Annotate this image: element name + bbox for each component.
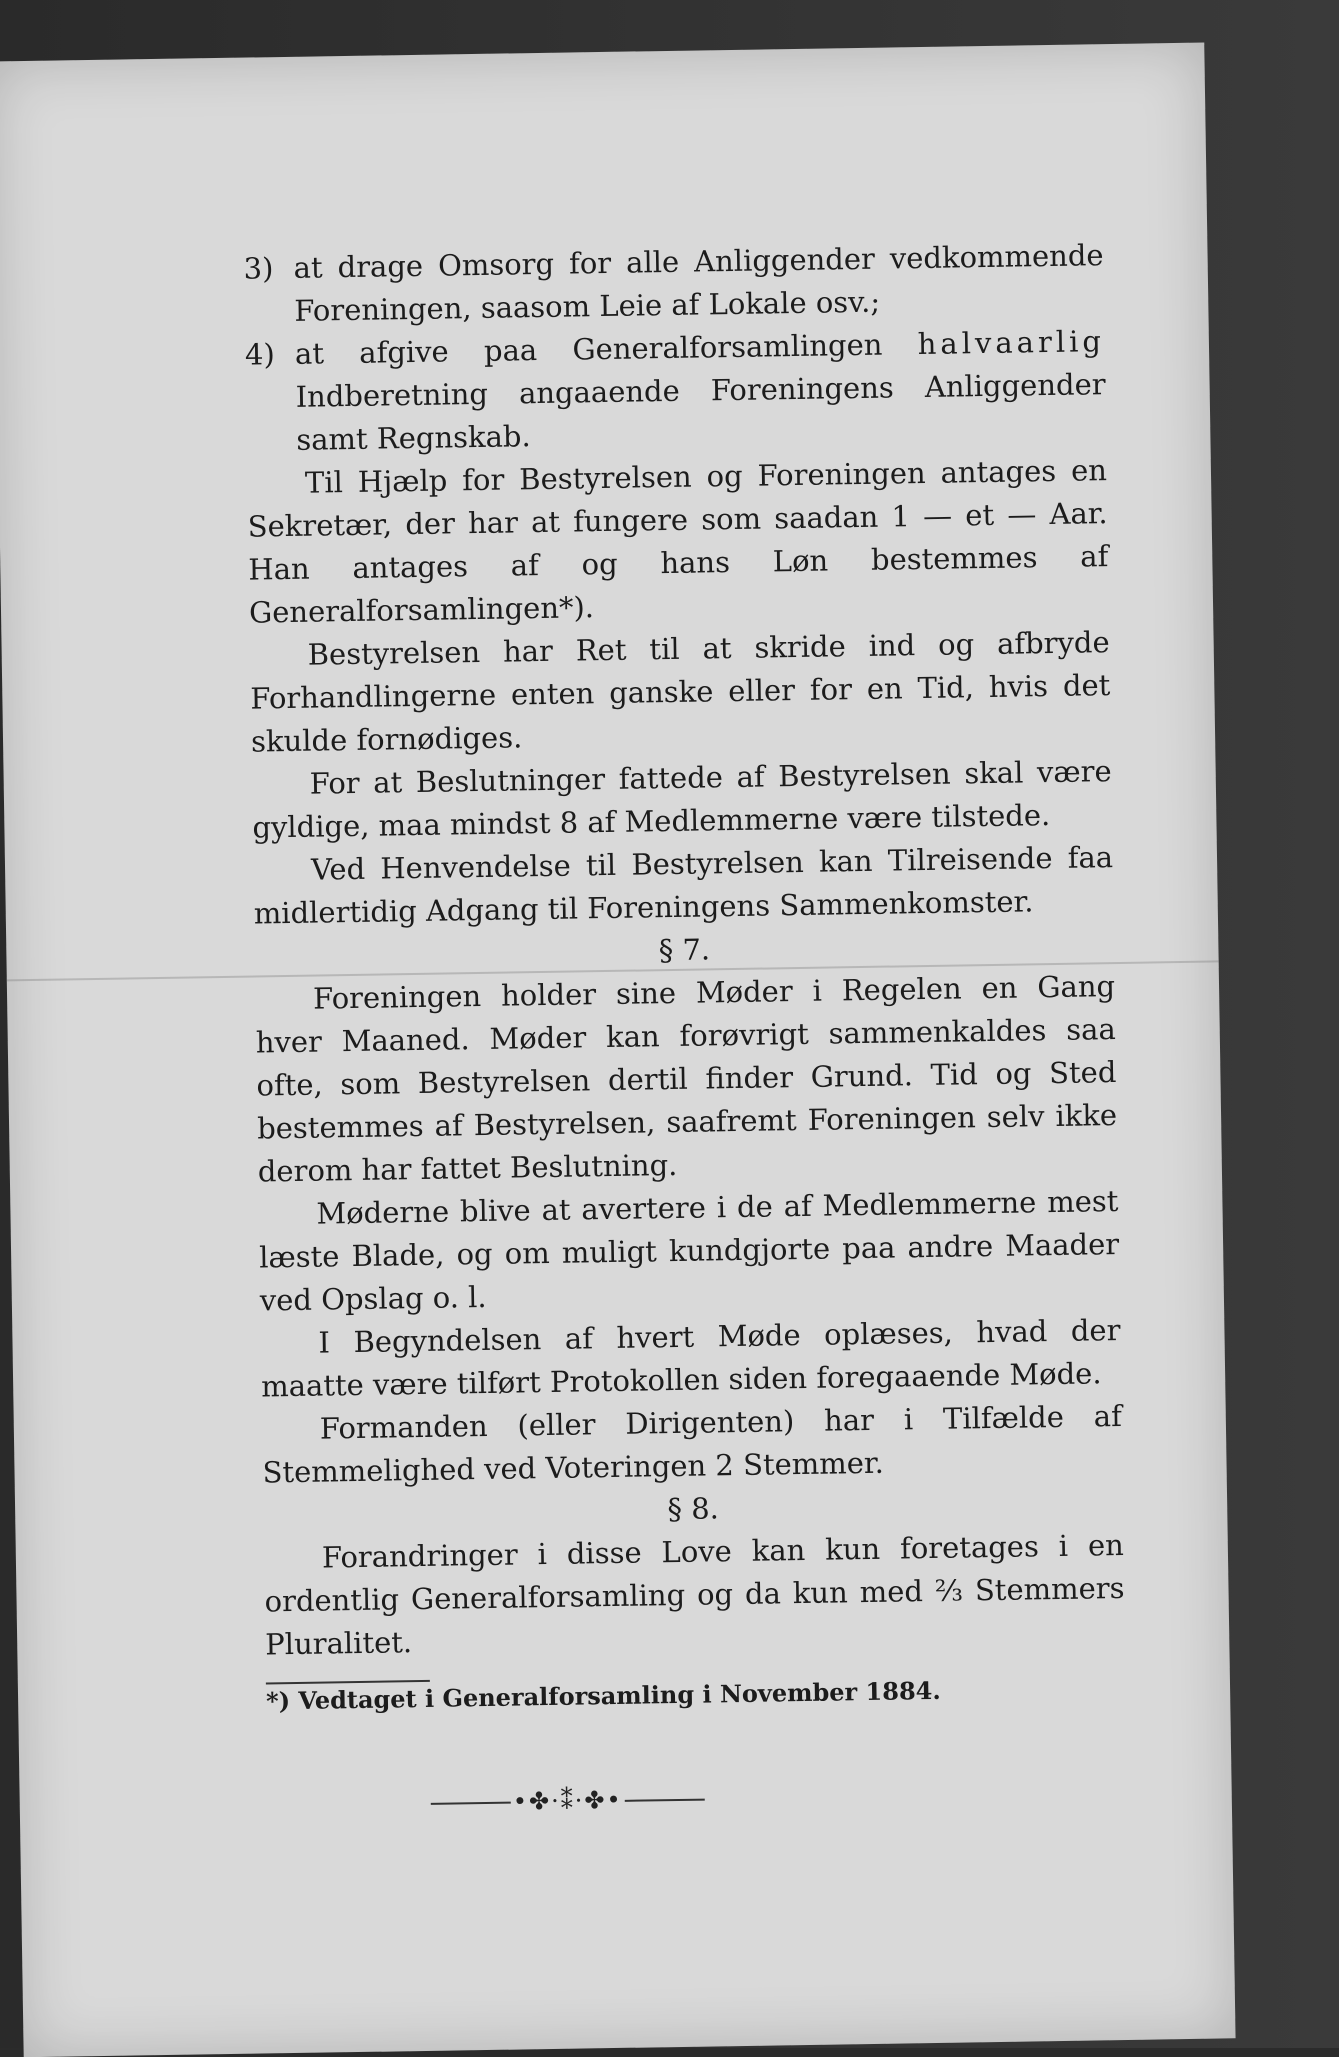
footnote: *) Vedtaget i Generalforsamling i November 1884. [265, 1675, 941, 1716]
item-number: 4) [244, 337, 276, 372]
document-page [0, 43, 1236, 2057]
document-body [243, 234, 1128, 1827]
item-number: 3) [243, 251, 274, 286]
item-text-pre: at afgive paa Generalforsamlingen [294, 327, 918, 371]
paragraph: I Begyndelsen af hvert Møde oplæses, hvad der maatte være tilført Protokollen siden foregaaende Møde. [260, 1312, 1121, 1404]
paragraph: For at Beslutninger fattede af Bestyrelsen skal være gyldige, maa mindst 8 af Medlemmerne være tilstede. [252, 754, 1112, 845]
ornament-line-right [625, 1798, 705, 1801]
section-heading-7: § 7. [658, 932, 711, 968]
paragraph: Til Hjælp for Bestyrelsen og Foreningen antages en Sekretær, der har at fungere som saadan 1 — et — Aar. Han antages af og hans Løn bestemmes af Generalforsamlingen*). [247, 453, 1109, 630]
item-text-emphasis: halvaarlig [917, 324, 1106, 362]
paragraph: Forandringer i disse Love kan kun foretages i en ordentlig Generalforsamling og da kun med ⅔ Stemmers Pluralitet. [264, 1527, 1125, 1662]
item-text: at drage Omsorg for alle Anliggender vedkommende Foreningen, saasom Leie af Lokale osv.; [293, 238, 1104, 328]
ornament-line-left [431, 1801, 511, 1804]
paragraph: Formanden (eller Dirigenten) har i Tilfælde af Stemmelighed ved Voteringen 2 Stemmer. [262, 1398, 1123, 1490]
section-heading-8: § 8. [667, 1491, 720, 1527]
list-item [245, 320, 1107, 462]
paragraph: Bestyrelsen har Ret til at skride ind og afbryde Forhandlingerne enten ganske eller for en Tid, hvis det skulde fornødiges. [250, 625, 1111, 759]
list-item [243, 234, 1104, 333]
end-ornament [267, 1775, 868, 1827]
paragraph: Ved Henvendelse til Bestyrelsen kan Tilreisende faa midlertidig Adgang til Foreningens Sammenkomster. [253, 840, 1114, 931]
paragraph: Foreningen holder sine Møder i Regelen en Gang hver Maaned. Møder kan forøvrigt sammenkaldes saa ofte, som Bestyrelsen dertil finder Grund. Tid og Sted bestemmes af Bestyrelsen, saafremt Foreningen selv ikke derom har fattet Beslutning. [255, 969, 1118, 1189]
item-text-post: Indberetning angaaende Foreningens Anliggender samt Regnskab. [295, 367, 1106, 457]
paragraph: Møderne blive at avertere i de af Medlemmerne mest læste Blade, og om muligt kundgjorte paa andre Maader ved Opslag o. l. [258, 1184, 1120, 1318]
ornament-flourish-icon: •✤·⁑·✤• [512, 1785, 623, 1816]
